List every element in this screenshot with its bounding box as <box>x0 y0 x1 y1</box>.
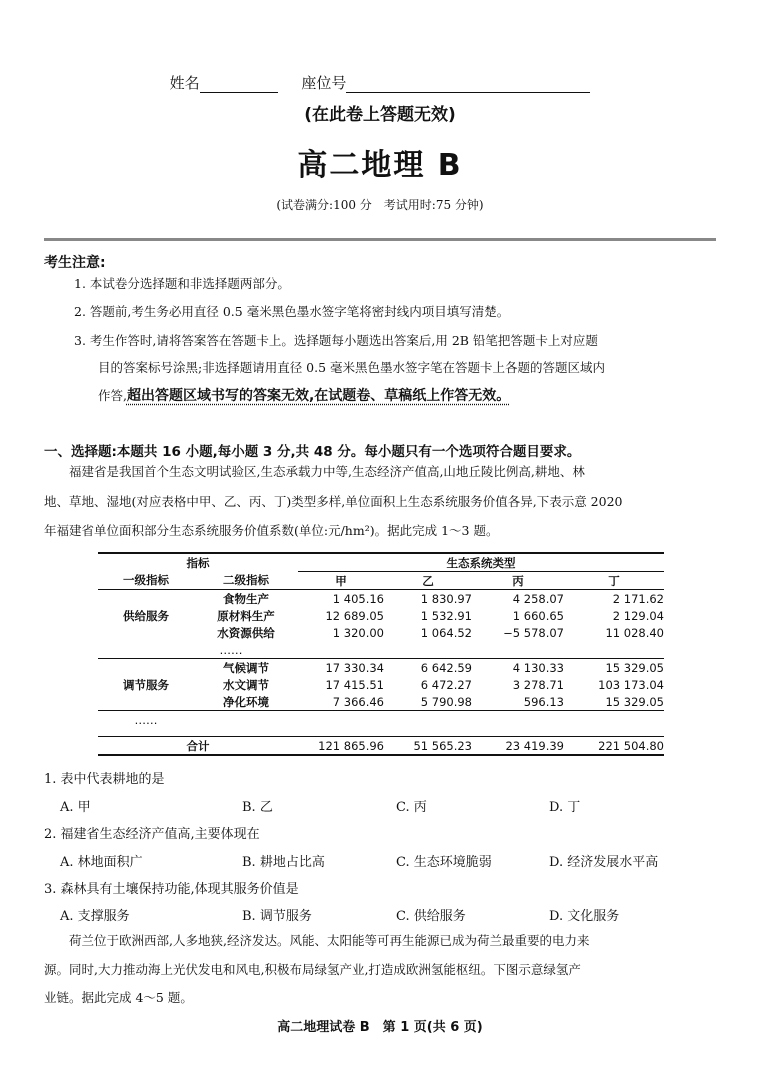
cell: 7 366.46 <box>332 694 384 709</box>
option[interactable]: D. 经济发展水平高 <box>549 855 659 870</box>
row-label: 净化环境 <box>223 694 269 709</box>
row-label: 原材料生产 <box>217 608 275 623</box>
cell: 3 278.71 <box>512 677 564 692</box>
cell: 1 320.00 <box>332 625 384 640</box>
option[interactable]: A. 甲 <box>60 800 91 815</box>
exam-info: (试卷满分:100 分 考试用时:75 分钟) <box>276 198 484 212</box>
cell: 17 330.34 <box>325 660 384 675</box>
notice-item: 1. 本试卷分选择题和非选择题两部分。 <box>74 276 290 291</box>
col-header: 甲 <box>335 573 347 588</box>
option[interactable]: D. 丁 <box>549 800 581 815</box>
header-type: 生态系统类型 <box>298 553 664 572</box>
cell: 1 660.65 <box>512 608 564 623</box>
cell: 121 865.96 <box>318 738 384 753</box>
cell: 6 472.27 <box>420 677 472 692</box>
data-table <box>98 552 664 756</box>
row-label: 食物生产 <box>223 591 269 606</box>
cell: 2 129.04 <box>612 608 664 623</box>
notice-item: 3. 考生作答时,请将答案答在答题卡上。选择题每小题选出答案后,用 2B 铅笔把答题卡上对应题 <box>74 333 598 348</box>
name-blank[interactable] <box>200 78 278 93</box>
col-header: 丙 <box>512 573 524 588</box>
cell: 1 405.16 <box>332 591 384 606</box>
notice-item-last <box>98 383 510 409</box>
passage-line: 年福建省单位面积部分生态系统服务价值系数(单位:元/hm²)。据此完成 1～3 题。 <box>44 523 499 538</box>
col-header: 丁 <box>608 573 620 588</box>
cell: 5 790.98 <box>420 694 472 709</box>
cell: 15 329.05 <box>605 694 664 709</box>
group-label: 调节服务 <box>123 677 169 692</box>
cell: 12 689.05 <box>325 608 384 623</box>
notice-item: 2. 答题前,考生务必用直径 0.5 毫米黑色墨水签字笔将密封线内项目填写清楚。 <box>74 304 510 319</box>
header-level2: 二级指标 <box>223 573 269 588</box>
candidate-info <box>0 72 760 93</box>
ellipsis: …… <box>134 712 158 727</box>
table-row <box>98 641 664 659</box>
cell: 221 504.80 <box>598 738 664 753</box>
cell: 4 130.33 <box>512 660 564 675</box>
cell: 23 419.39 <box>505 738 564 753</box>
passage-line: 源。同时,大力推动海上光伏发电和风电,积极布局绿氢产业,打造成欧洲氢能枢纽。下图示意绿氢产 <box>44 962 581 977</box>
section-heading: 一、选择题:本题共 16 小题,每小题 3 分,共 48 分。每小题只有一个选项符合题目要求。 <box>44 444 581 460</box>
cell: 4 258.07 <box>512 591 564 606</box>
cell: 11 028.40 <box>605 625 664 640</box>
option[interactable]: D. 文化服务 <box>549 909 620 924</box>
row-label: 水资源供给 <box>217 625 275 640</box>
cell: 15 329.05 <box>605 660 664 675</box>
question-stem: 2. 福建省生态经济产值高,主要体现在 <box>44 827 260 842</box>
question-stem: 3. 森林具有土壤保持功能,体现其服务价值是 <box>44 882 299 897</box>
seat-blank[interactable] <box>346 78 590 93</box>
cell: 2 171.62 <box>612 591 664 606</box>
header-index: 指标 <box>186 555 210 570</box>
option[interactable]: C. 生态环境脆弱 <box>396 855 492 870</box>
passage-line: 地、草地、湿地(对应表格中甲、乙、丙、丁)类型多样,单位面积上生态系统服务价值各异,下表示意 2020 <box>44 494 623 509</box>
page-title: 高二地理 B <box>297 148 463 183</box>
page-footer: 高二地理试卷 B 第 1 页(共 6 页) <box>277 1020 483 1035</box>
cell: 17 415.51 <box>325 677 384 692</box>
table-row <box>98 659 664 677</box>
name-label: 姓名 <box>169 74 200 92</box>
total-row <box>98 737 664 756</box>
passage-line: 业链。据此完成 4～5 题。 <box>44 990 193 1005</box>
option[interactable]: C. 供给服务 <box>396 909 466 924</box>
notice-emphasis: 超出答题区域书写的答案无效,在试题卷、草稿纸上作答无效。 <box>126 388 511 404</box>
passage-line: 荷兰位于欧洲西部,人多地狭,经济发达。风能、太阳能等可再生能源已成为荷兰最重要的电力来 <box>44 933 590 948</box>
option[interactable]: B. 调节服务 <box>242 909 312 924</box>
header-level1: 一级指标 <box>123 573 169 588</box>
group-label: 供给服务 <box>123 608 169 623</box>
notice-item: 目的答案标号涂黑;非选择题请用直径 0.5 毫米黑色墨水签字笔在答题卡上各题的答题区域内 <box>98 360 606 375</box>
option[interactable]: A. 林地面积广 <box>60 855 143 870</box>
option[interactable]: B. 乙 <box>242 800 273 815</box>
option[interactable]: B. 耕地占比高 <box>242 855 325 870</box>
notice-heading: 考生注意: <box>44 255 106 271</box>
row-label: 气候调节 <box>223 660 269 675</box>
cell: −5 578.07 <box>503 625 564 640</box>
col-header: 乙 <box>422 573 434 588</box>
option[interactable]: C. 丙 <box>396 800 427 815</box>
notice-item-text: 作答, <box>98 388 127 403</box>
cell: 1 532.91 <box>420 608 472 623</box>
total-label: 合计 <box>186 738 210 753</box>
table-row <box>98 590 664 608</box>
cell: 1 830.97 <box>420 591 472 606</box>
row-label: 水文调节 <box>223 677 269 692</box>
seat-label: 座位号 <box>301 74 347 92</box>
cell: 51 565.23 <box>413 738 472 753</box>
cell: 6 642.59 <box>420 660 472 675</box>
cell: 103 173.04 <box>598 677 664 692</box>
invalid-note: (在此卷上答题无效) <box>304 105 456 125</box>
divider <box>44 238 716 241</box>
cell: 596.13 <box>523 694 564 709</box>
option[interactable]: A. 支撑服务 <box>60 909 130 924</box>
cell: 1 064.52 <box>420 625 472 640</box>
table-row <box>98 711 664 729</box>
question-stem: 1. 表中代表耕地的是 <box>44 772 165 787</box>
ellipsis: …… <box>219 642 243 657</box>
passage-line: 福建省是我国首个生态文明试验区,生态承载力中等,生态经济产值高,山地丘陵比例高,耕地、林 <box>44 464 585 479</box>
